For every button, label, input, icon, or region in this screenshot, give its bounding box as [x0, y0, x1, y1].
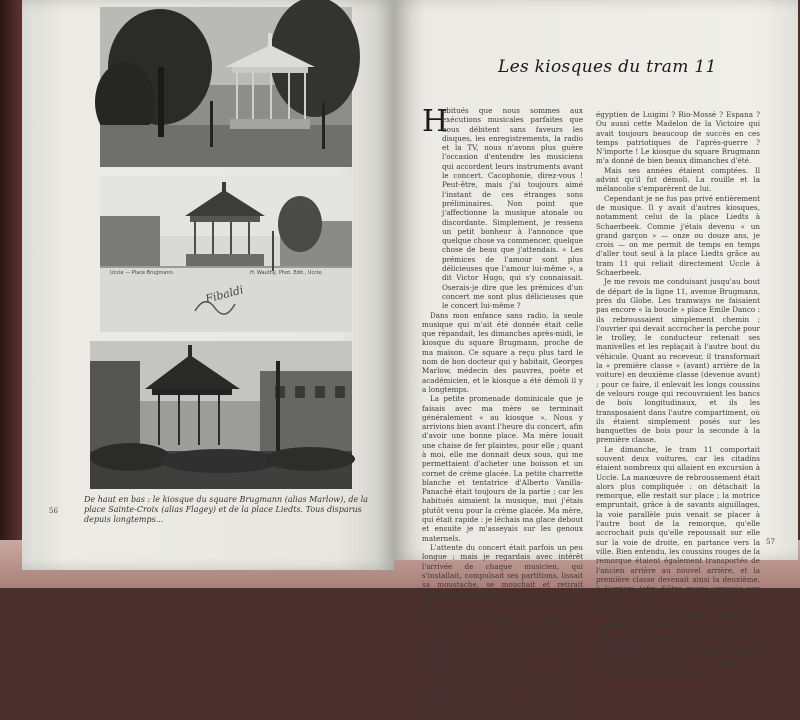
text-column-1: [422, 106, 584, 720]
left-page: [22, 0, 394, 570]
paragraph: Lorsque les archets se mettaient à chercher le la et à fignoler leur gamme, c'était pour moi le grand moment ; mon cœur battait plus vite : d'un instant à l'autre, j'allais être emporté par le charme bébêtement plaisant.: [422, 617, 583, 673]
drop-cap: H: [422, 104, 449, 139]
paragraph: Mais ses années étaient comptées. Il advint qu'il fut démoli. La rouille et la mélancolie s'emparèrent de lui.: [596, 165, 760, 194]
photo-kiosque-liedts: [90, 341, 352, 489]
photo-kiosque-place: [100, 176, 352, 332]
paragraph: Quant aux remorques deux « baldaquins ouvertes », utilisées seulement durant les fortes chaleurs, elles ne possédaient aucun coussin ; cependant, les sièges de bois unis et tabloïdés de la voiture étaient désignés comme « première classe » et coûtaient ce qu'elles et des centimes de plus.: [596, 612, 760, 677]
page-number-right: 57: [766, 538, 775, 546]
paragraph: égyptien de Luigini ? Rio-Mossé ? Espana ? Ou aussi cette Madelon de la Victoire qui avait toujours beaucoup de succès en ces temps patriotiques de l'après-guerre ? N'importe ! Le kiosque du square Brugmann m'a donné de bien beaux dimanches d'été.: [596, 110, 760, 166]
page-number-left: 56: [49, 507, 58, 515]
paragraph: Quels étaient mes morceaux favoris ? Je n'en sais plus rien. Pour être la grande valse du Faust de Gounod ! L'ouverture de L'Italienne à Alger de Rossini ? La marche d'Aïda ? La Sérénade de Toselli ? Le Ballet: [422, 673, 583, 720]
text-column-2: [596, 110, 760, 677]
open-book: [22, 0, 798, 720]
photo-kiosque-brugmann: [100, 7, 352, 167]
paragraph: Dans mon enfance sans radio, la seule musique qui m'ait été donnée était celle que répandait, les dimanches après-midi, le kiosque du square Brugmann, proche de ma maison. Ce square a reçu plus tard le nom de bon docteur qui y habitait, Georges Marlow, médecin des pauvres, poète et académicien, et le kiosque a été démoli il y a longtemps.: [422, 310, 583, 394]
paragraph: Je me revois me conduisant jusqu'au bout de départ de la ligne 11, avenue Brugmann, près du Globe. Les tramways ne faisaient pas encore « la boucle » place Emile Danco : ils rebroussaient simplement chemin ; l'ouvrier qui devait accrocher la perche pour le trolley, le conducteur retenait ses manivelles et les replaçait à l'autre bout du véhicule. Quant au receveur, il transformait la « première classe » (avant) arrière de la voiture) en deuxième classe (devenue avant) : pour ce faire, il enlevait les longs coussins de velours rouge qui recouvraient les bancs de bois longitudinaux, et ils les transposaient dans l'autre compartiment, où ils étaient simplement posés sur les banquettes de bois pour la seconde à la première classe.: [596, 277, 760, 445]
paragraph: La petite promenade dominicale que je faisais avec ma mère se terminait généralement « au kiosque ». Nous y arrivions bien avant l'heure du concert, afin d'avoir une bonne place. Ma mère louait une chaise de fer plaintes, pour elle ; quant à moi, elle me donnait deux sous, qui me permettaient d'acheter une boisson et un cornet de crème glacée. La petite charrette blanche et tentatrice d'Alberto Vanilla-Panaché était toujours de la partie ; car les habitués aimaient la musique, moi j'étais plutôt venu pour la crème glacée. Ma mère, qui était rapide : je léchais ma glace debout et ensuite je m'asseyais sur les genoux maternels.: [422, 394, 583, 543]
photo-caption: De haut en bas : le kiosque du square Brugmann (alias Marlow), de la place Sainte-Croix (alias Flagey) et de la place Liedts. Tous disparus depuis longtemps...: [84, 495, 369, 524]
chapter-title: Les kiosques du tram 11: [498, 57, 717, 77]
paragraph: abitués que nous sommes aux exécutions musicales parfaites que nous débitent sans faveurs les disques, les enregistrements, la radio et la TV, nous n'avons plus guère l'occasion d'entendre les musiciens qui accordent leurs instruments avant le concert. Cacophonie, direz-vous ! Peut-être, mais j'ai toujours aimé l'instant de ces étranges sons préliminaires. Non point que j'affectionne la musique atonale ou discordante. Simplement, je ressens un petit bonheur à l'annonce que quelque chose va commencer, quelque chose de beau que j'attendais. « Les prémices de l'amour sont plus délicieuses que l'amour lui-même », a dit Victor Hugo, qui s'y connaissait. Oserais-je dire que les prémices d'un concert me sont plus délicieuses que le concert lui-même ?: [442, 106, 584, 311]
paragraph: Le dimanche, le tram 11 comportait souvent deux voitures, car les citadins étaient nombreux qui allaient en excursion à Uccle. La manœuvre de rebroussement était alors plus compliquée : on détachait la remorque, elle restait sur place ; la motrice empruntait, grâce à de savants aiguillages, la voie parallèle puis venait se placer à l'autre bout de la remorque, qu'elle accrochait puis qu'elle repoussait sur elle sur la voie de droite, en partance vers la ville. Bien entendu, les coussins rouges de la remorque étaient également transportés de l'ancien arrière au nouvel arrière, et la première classe devenait ainsi la deuxième, à l'arrière (afin d'être moins exposée aux coups de vent et, en cas de collision ou de rupture de frein).: [596, 444, 760, 612]
paragraph: Cependant je ne fus pas privé entièrement de musique. Il y avait d'autres kiosques, notamment celui de la place Liedts à Schaerbeek. Comme j'étais devenu « un grand garçon » — onze ou douze ans, je crois — on me permit de temps en temps d'aller tout seul à la place Liedts grâce au tram 11 qui reliait directement Uccle à Schaerbeek.: [596, 193, 760, 278]
photo2-footer-right: H. Wauthy, Phot. Edit., Uccle.: [250, 270, 324, 276]
photo2-signature: Fibaldi: [203, 283, 245, 306]
photo2-footer-left: Uccle — Place Brugmann.: [110, 270, 175, 276]
paragraph: L'attente du concert était parfois un peu longue ; mais je regardais avec intérêt l'arrivée de chaque musicien, qui s'installait, compulsait ses partitions, lissait sa moustache, se mouchait et retirait précautionneusement d'un étui le violon, la flûte ou la hautbois prometteurs d'enchantements.: [422, 542, 583, 618]
